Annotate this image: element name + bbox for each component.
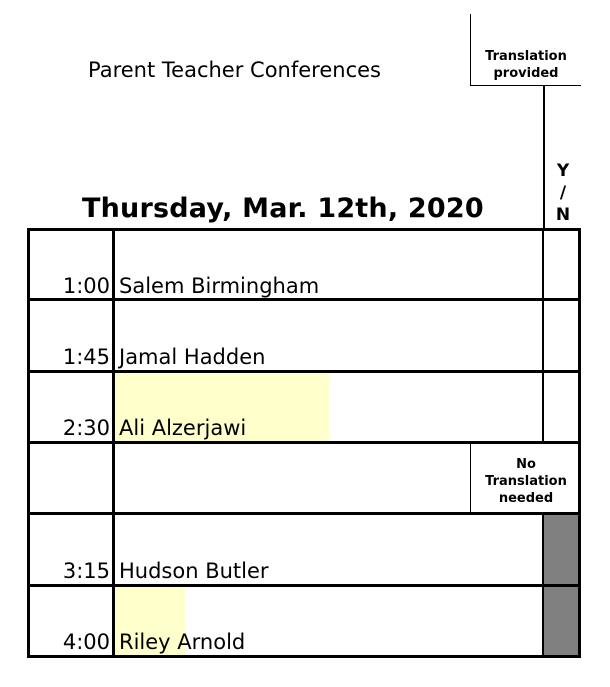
- yn-slash: /: [559, 183, 567, 203]
- student-name: Riley Arnold: [119, 630, 246, 654]
- yn-column-separator: [542, 229, 544, 442]
- translation-header-bottom-border: [470, 85, 581, 86]
- translation-provided-line2: provided: [493, 66, 559, 81]
- no-translation-label: [471, 456, 581, 507]
- conference-date: Thursday, Mar. 12th, 2020: [82, 193, 484, 224]
- time-slot: 1:45: [62, 345, 110, 369]
- yn-y: Y: [556, 161, 570, 181]
- student-name: Hudson Butler: [119, 559, 269, 583]
- row-separator: [27, 298, 581, 301]
- row-separator: [27, 584, 581, 587]
- no-translation-line1: No: [516, 457, 536, 472]
- no-translation-line3: needed: [498, 491, 554, 506]
- page-title: Parent Teacher Conferences: [88, 58, 381, 82]
- row-separator: [27, 512, 581, 515]
- time-slot: 4:00: [62, 630, 110, 654]
- row-separator: [27, 370, 581, 373]
- translation-provided-line1: Translation: [485, 49, 567, 64]
- yn-column-separator: [542, 513, 544, 657]
- time-slot: 2:30: [62, 416, 110, 440]
- student-name: Ali Alzerjawi: [119, 416, 247, 440]
- no-translation-line2: Translation: [485, 474, 567, 489]
- time-slot: 1:00: [62, 274, 110, 298]
- yn-n: N: [555, 205, 571, 225]
- translation-provided-label: [471, 48, 581, 82]
- yn-column-top-line: [543, 86, 545, 229]
- yn-label: [548, 160, 578, 226]
- student-name: Salem Birmingham: [119, 274, 320, 298]
- time-slot: 3:15: [62, 559, 110, 583]
- student-name: Jamal Hadden: [119, 345, 266, 369]
